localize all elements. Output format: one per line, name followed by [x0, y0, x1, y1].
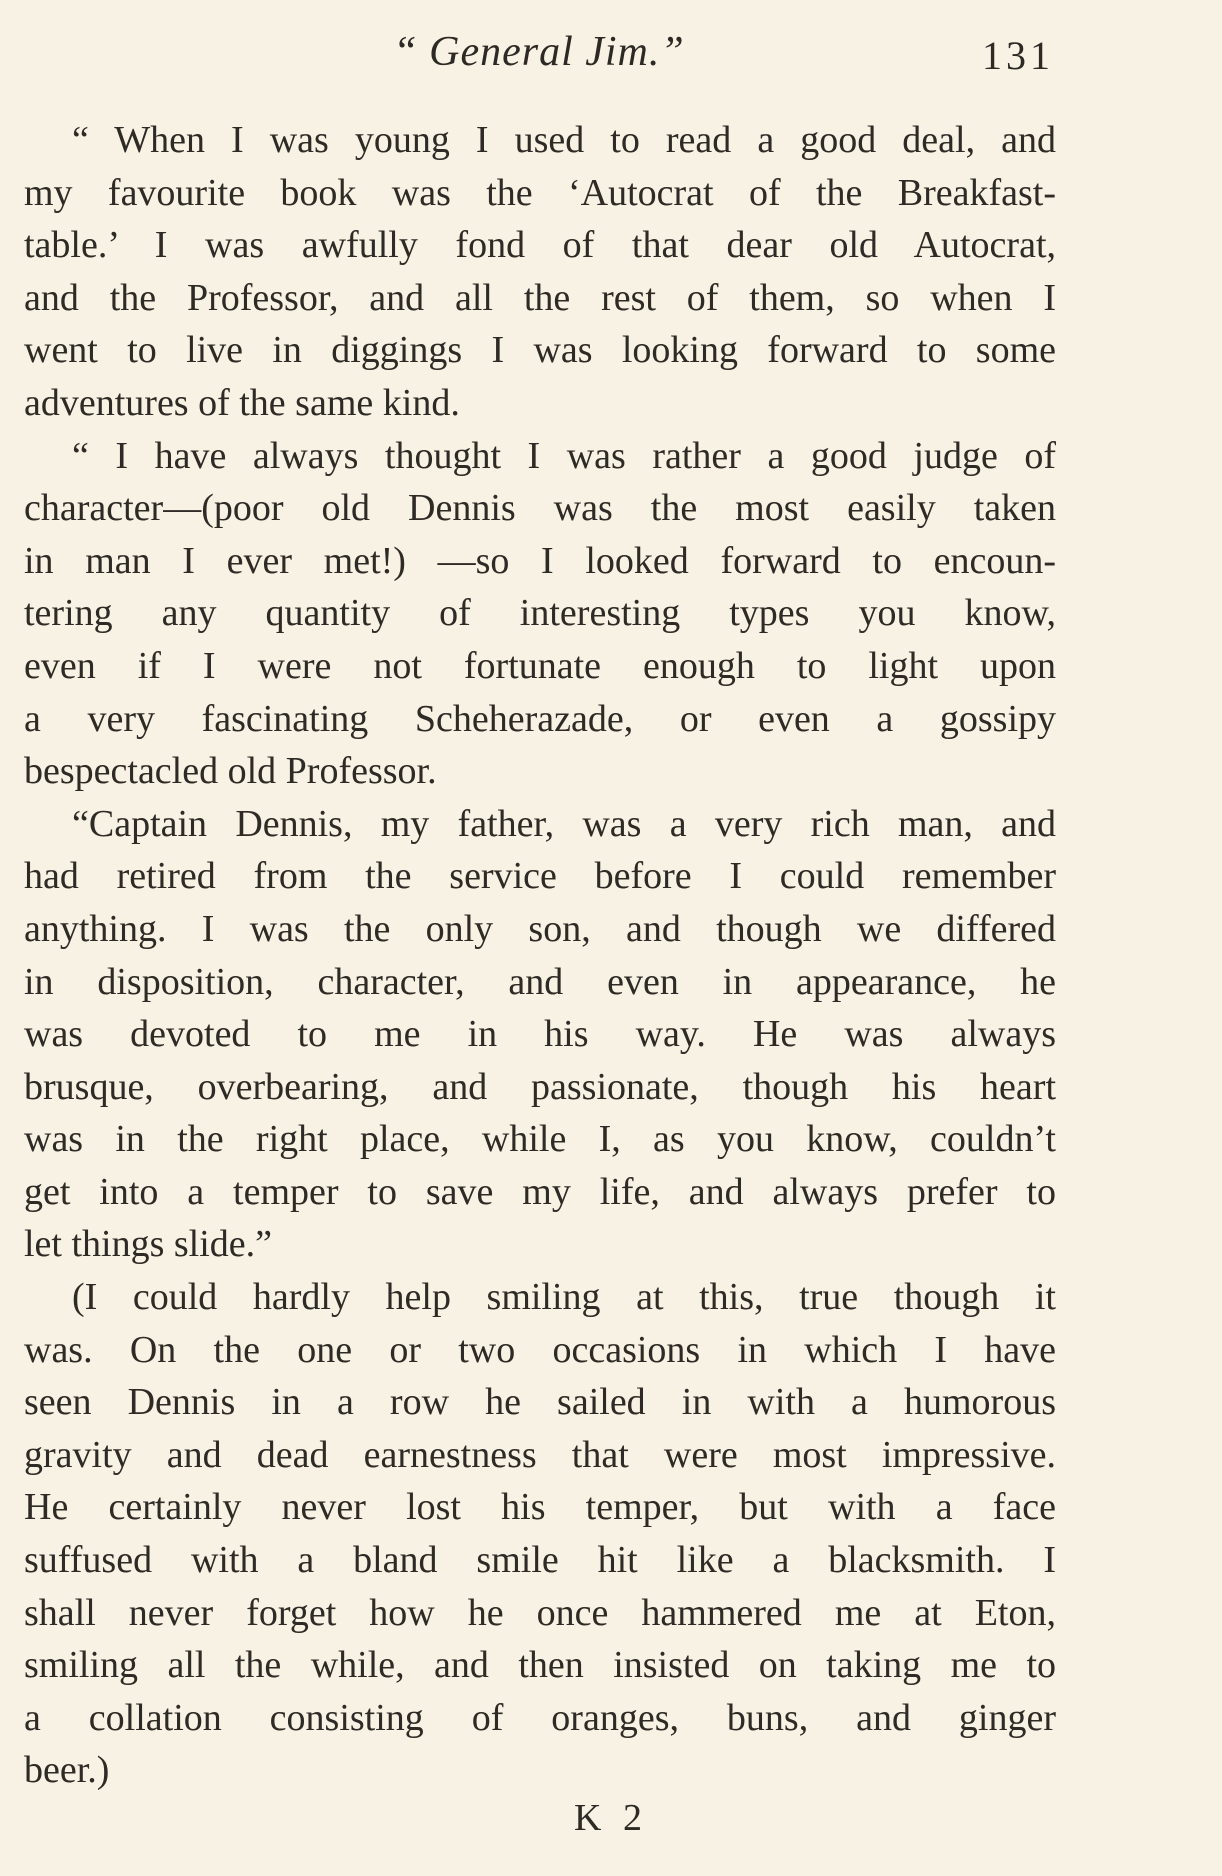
text-line: get into a temper to save my life, and always prefer to [24, 1170, 1056, 1213]
signature-mark: K 2 [574, 1797, 648, 1839]
text-line: table.’ I was awfully fond of that dear old Autocrat, [24, 224, 1056, 267]
text-line: was devoted to me in his way. He was always [24, 1013, 1056, 1056]
text-line: gravity and dead earnestness that were most impressive. [24, 1433, 1056, 1476]
text-line: anything. I was the only son, and though we differed [24, 907, 1056, 950]
text-line: was. On the one or two occasions in which I have [24, 1328, 1056, 1371]
text-line: bespectacled old Professor. [24, 750, 437, 793]
text-line: in man I ever met!) —so I looked forward to encoun- [24, 539, 1056, 582]
text-line: “ I have always thought I was rather a good judge of [72, 434, 1056, 477]
text-line: and the Professor, and all the rest of them, so when I [24, 276, 1056, 319]
text-line: (I could hardly help smiling at this, true though it [72, 1276, 1056, 1319]
text-line: suffused with a bland smile hit like a blacksmith. I [24, 1539, 1056, 1582]
text-line: even if I were not fortunate enough to light upon [24, 644, 1056, 687]
text-line: my favourite book was the ‘Autocrat of the Breakfast- [24, 171, 1056, 214]
text-line: brusque, overbearing, and passionate, though his heart [24, 1065, 1056, 1108]
text-line: let things slide.” [24, 1223, 273, 1266]
text-line: was in the right place, while I, as you know, couldn’t [24, 1118, 1056, 1161]
text-line: “Captain Dennis, my father, was a very rich man, and [72, 802, 1056, 845]
text-line: seen Dennis in a row he sailed in with a humorous [24, 1381, 1056, 1424]
text-line: character—(poor old Dennis was the most easily taken [24, 487, 1056, 530]
text-line: beer.) [24, 1749, 110, 1792]
text-line: shall never forget how he once hammered me at Eton, [24, 1591, 1056, 1634]
text-line: a collation consisting of oranges, buns, and ginger [24, 1696, 1056, 1739]
text-line: tering any quantity of interesting types you know, [24, 592, 1056, 635]
text-line: “ When I was young I used to read a good deal, and [72, 119, 1056, 161]
text-line: went to live in diggings I was looking forward to some [24, 329, 1056, 372]
text-line: a very fascinating Scheherazade, or even a gossipy [24, 697, 1056, 740]
running-title: “ General Jim.” [393, 29, 685, 75]
running-head [24, 22, 1054, 82]
text-line: had retired from the service before I could remember [24, 855, 1056, 898]
page-number: 131 [982, 33, 1054, 78]
text-line: in disposition, character, and even in appearance, he [24, 960, 1056, 1003]
body-text [24, 114, 1056, 1797]
text-line: adventures of the same kind. [24, 381, 460, 424]
text-line: smiling all the while, and then insisted on taking me to [24, 1644, 1056, 1687]
text-line: He certainly never lost his temper, but with a face [24, 1486, 1056, 1529]
